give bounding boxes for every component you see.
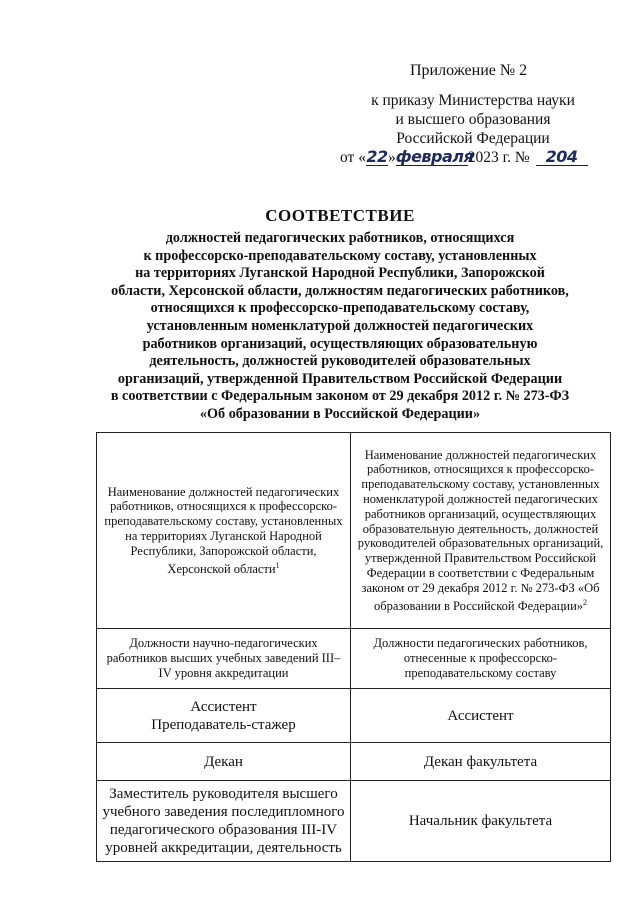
subtitle-line: деятельность, должностей руководителей образовательных [149,353,531,370]
row-left-cell [97,743,351,781]
handwritten-day: 22 [366,147,388,166]
row-left-cell [97,781,351,862]
header-right-text: Наименование должностей педагогических работников, относящихся к профессорско-преподавательскому составу, установленных номенклатурой должностей педагогических работников организаций, осуществляющих образовательную деятельность, должностей руководителей образовательных организаций, утвержденной Правительством Российской Федерации в соответствии с Федеральным законом от 29 декабря 2012 г. № 273-ФЗ «Об образовании в Российской Федерации» [357,447,604,613]
row-left-line: Заместитель руководителя высшего учебного заведения последипломного педагогического образования III-IV уровней аккредитации, деятельность [102,786,345,856]
subtitle-line: к профессорско-преподавательскому составу, установленных [143,247,537,264]
annex-title: Приложение № 2 [410,62,528,79]
date-year: 2023 г. № [467,149,530,166]
handwritten-order-number: 204 [536,149,588,166]
annex-line-3: Российской Федерации [396,130,550,147]
header-right-cell [351,433,611,629]
subtitle-line: в соответствии с Федеральным законом от 29 декабря 2012 г. № 273-ФЗ [110,388,570,405]
handwritten-month: февраля [395,147,474,166]
table-row [97,743,611,781]
table-group-row [97,629,611,689]
group-right-cell: Должности педагогических работников, отнесенные к профессорско-преподавательскому составу [351,629,611,689]
subtitle-line: должностей педагогических работников, относящихся [165,230,515,246]
order-date-line [340,149,588,167]
subtitle-line: «Об образовании в Российской Федерации» [199,405,481,422]
annex-line-2: и высшего образования [395,111,551,128]
document-title: СООТВЕТСТВИЕ [265,206,415,225]
table-row [97,781,611,862]
subtitle-line: работников организаций, осуществляющих образовательную [142,335,538,352]
positions-correspondence-table [96,432,611,862]
date-prefix: от « [340,149,366,166]
document-heading [60,206,620,424]
subtitle-line: области, Херсонской области, должностям педагогических работников, [111,282,569,299]
row-left-cell [97,689,351,743]
date-mid: » [387,149,396,166]
subtitle-line: относящихся к профессорско-преподавательскому составу, [150,300,530,317]
header-left-text: Наименование должностей педагогических работников, относящихся к профессорско-преподавательскому составу, установленных на территориях Луганской Народной Республики, Запорожской области, Херсонской области [104,484,343,576]
row-right-cell: Декан факультета [351,743,611,781]
row-right-cell: Ассистент [351,689,611,743]
row-left-line: Ассистент [190,698,257,715]
document-subtitle [60,230,620,424]
subtitle-line: организаций, утвержденной Правительством Российской Федерации [117,370,563,387]
header-left-cell [97,433,351,629]
row-right-cell: Начальник факультета [351,781,611,862]
group-left-cell: Должности научно-педагогических работников высших учебных заведений III–IV уровня аккредитации [97,629,351,689]
footnote-marker: 1 [275,560,280,570]
row-left-line: Декан [204,753,243,770]
annex-line-1: к приказу Министерства науки [371,92,575,109]
subtitle-line: на территориях Луганской Народной Республики, Запорожской [135,265,545,282]
table-header-row [97,433,611,629]
row-left-line: Преподаватель-стажер [151,716,296,733]
table-row [97,689,611,743]
subtitle-line: установленным номенклатурой должностей педагогических [146,317,534,334]
footnote-marker: 2 [583,597,588,607]
